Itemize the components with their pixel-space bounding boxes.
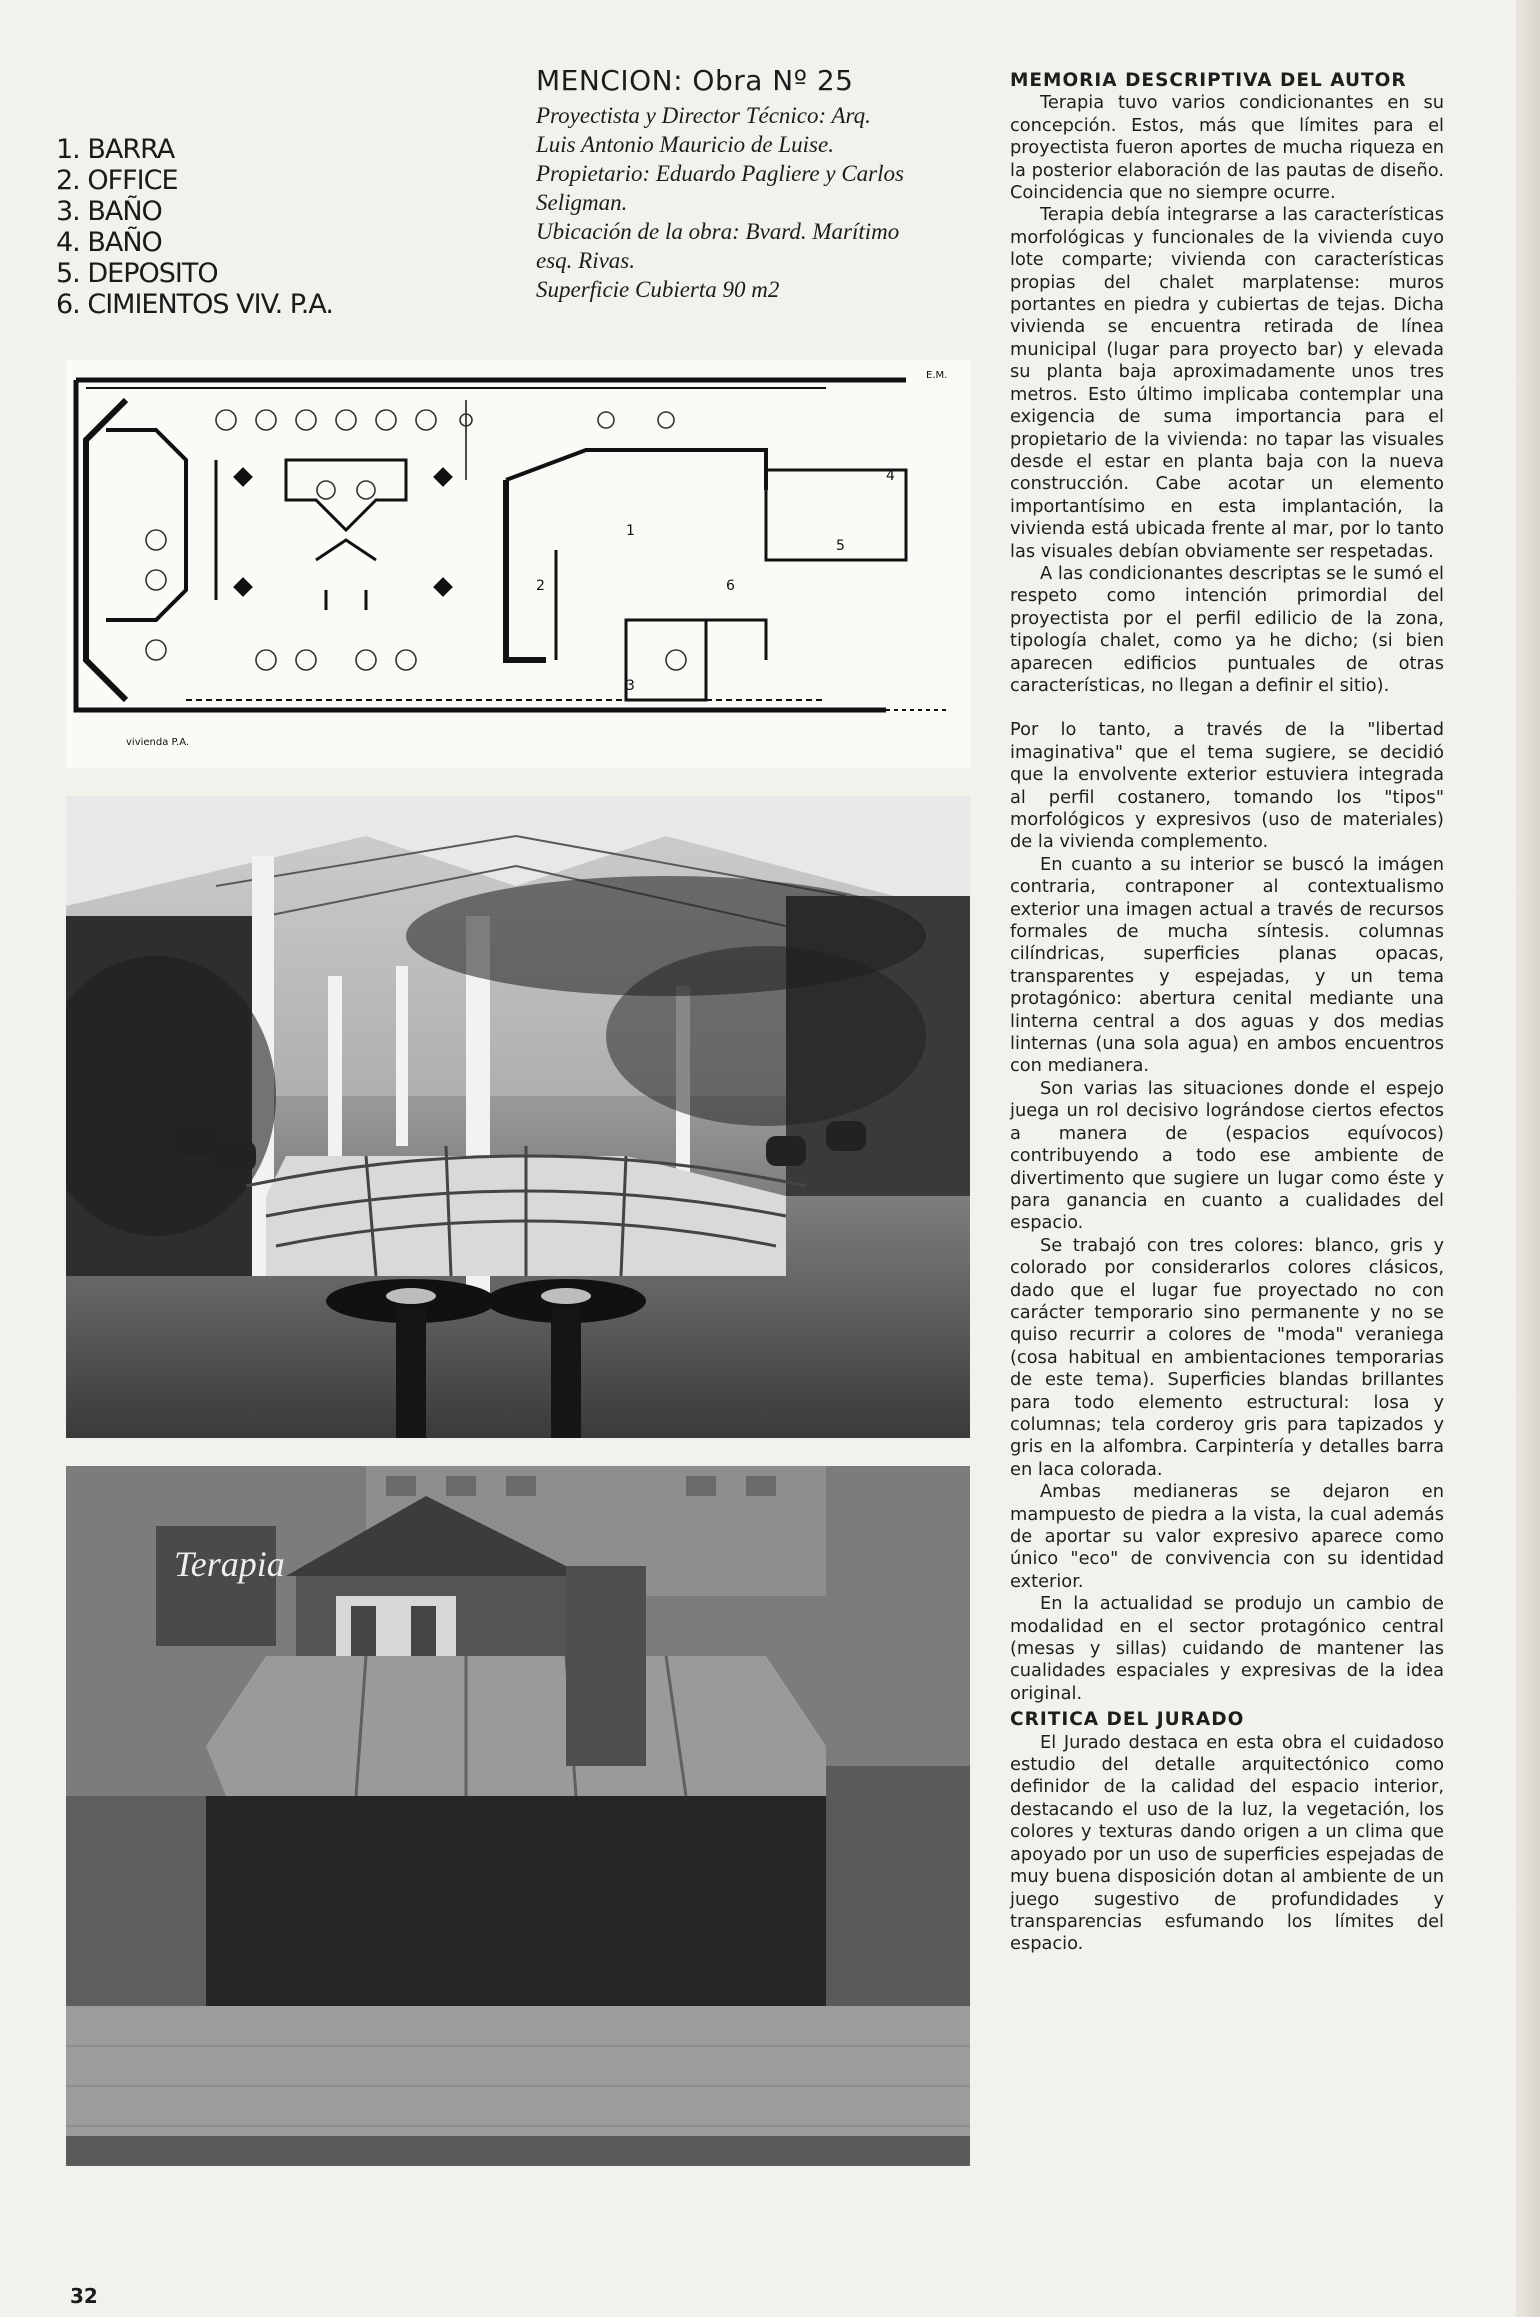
project-header (536, 64, 976, 304)
plan-label: 3 (626, 678, 635, 694)
paragraph: En cuanto a su interior se buscó la imágen contraria, contraponer al contextualismo exterior una imagen actual a través de recursos formales de mucha síntesis. columnas cilíndricas, superficies planas opacas, transparentes y espejadas, y un tema protagónico: abertura cenital mediante una linterna central a dos aguas y dos medias linternas (una sola agua) en ambos encuentros con medianera. (1010, 853, 1444, 1077)
plan-label: 4 (886, 468, 895, 484)
plan-label: 6 (726, 578, 735, 594)
plan-label: vivienda P.A. (126, 737, 190, 748)
award-title: MENCION: Obra Nº 25 (536, 64, 854, 97)
page-edge (1516, 0, 1540, 2317)
text-column (1010, 70, 1444, 1956)
exterior-photo (66, 1466, 970, 2166)
plan-label: 2 (536, 578, 545, 594)
legend-item: 4. BAÑO (56, 227, 162, 258)
paragraph: Ambas medianeras se dejaron en mampuesto de piedra a la vista, la cual además de aportar su valor expresivo aparece como único "eco" de convivencia con su identidad exterior. (1010, 1481, 1444, 1592)
credit-line: Proyectista y Director Técnico: Arq. (536, 103, 871, 128)
interior-photo-image (66, 796, 970, 1438)
plan-legend (56, 134, 356, 320)
plan-label: 1 (626, 523, 635, 539)
plan-label: E.M. (926, 370, 948, 381)
memoria-heading: MEMORIA DESCRIPTIVA DEL AUTOR (1010, 70, 1407, 91)
interior-photo (66, 796, 970, 1438)
paragraph: Se trabajó con tres colores: blanco, gris y colorado por considerarlos colores clásicos, dado que el lugar fue proyectado no con carácter temporario sino permanente y no se quiso recurrir a colores de "moda" veraniega (cosa habitual en ambientaciones temporarias de este tema). Superficies blandas brillantes para todo elemento estructural: losa y columnas; tela corderoy gris para tapizados y gris en la alfombra. Carpintería y detalles barra en laca colorada. (1010, 1234, 1444, 1480)
paragraph: En la actualidad se produjo un cambio de modalidad en el sector protagónico central (mesas y sillas) cuidando de mantener las cualidades espaciales y expresivas de la idea original. (1010, 1593, 1444, 1704)
credit-line: Superficie Cubierta 90 m2 (536, 277, 780, 302)
credit-line: Ubicación de la obra: Bvard. Marítimo (536, 219, 900, 244)
floor-plan-svg (66, 360, 970, 768)
critica-heading: CRITICA DEL JURADO (1010, 1709, 1245, 1731)
credit-line: Propietario: Eduardo Pagliere y Carlos (536, 161, 904, 186)
svg-text:Terapia: Terapia (174, 1544, 285, 1584)
paragraph: El Jurado destaca en esta obra el cuidadoso estudio del detalle arquitectónico como definidor de la calidad del espacio interior, destacando el uso de la luz, la vegetación, los colores y texturas dando origen a un clima que apoyado por un uso de superficies espejadas de muy buena disposición dotan al ambiente de un juego sugestivo de profundidades y transparencias esfumando los límites del espacio. (1010, 1731, 1444, 1955)
exterior-photo-image (66, 1466, 970, 2166)
legend-item: 6. CIMIENTOS VIV. P.A. (56, 289, 333, 320)
credit-line: esq. Rivas. (536, 248, 636, 273)
credit-line: Seligman. (536, 190, 628, 215)
paragraph: Terapia debía integrarse a las características morfológicas y funcionales de la vivienda cuyo lote comparte; vivienda con características propias del chalet marplatense: muros portantes en piedra y cubiertas de tejas. Dicha vivienda se encuentra retirada de línea municipal (lugar para proyecto bar) y elevada su planta baja aproximadamente unos tres metros. Esto último implicaba contemplar una exigencia de suma importancia para el propietario de la vivienda: no tapar las visuales desde el estar en planta baja con la nueva construcción. Cabe acotar un elemento importantísimo en esta implantación, la vivienda está ubicada frente al mar, por lo tanto las visuales debían obviamente ser respetadas. (1010, 204, 1444, 562)
legend-item: 5. DEPOSITO (56, 258, 218, 289)
paragraph: Terapia tuvo varios condicionantes en su concepción. Estos, más que límites para el proyectista fueron aportes de mucha riqueza en la posterior elaboración de las pautas de diseño. Coincidencia que no siempre ocurre. (1010, 92, 1444, 204)
paragraph: Son varias las situaciones donde el espejo juega un rol decisivo lográndose ciertos efectos a manera de (espacios equívocos) contribuyendo a todo ese ambiente de divertimento que sugiere un lugar como éste y para ganancia en cuanto a cualidades del espacio. (1010, 1077, 1444, 1234)
plan-label: 5 (836, 538, 845, 554)
paragraph-gap (1010, 697, 1444, 719)
page-number: 32 (70, 2284, 98, 2308)
legend-item: 3. BAÑO (56, 196, 162, 227)
legend-item: 1. BARRA (56, 134, 175, 165)
credit-line: Luis Antonio Mauricio de Luise. (536, 132, 834, 157)
paragraph: A las condicionantes descriptas se le sumó el respeto como intención primordial del proyectista por el perfil edilicio de la zona, tipología chalet, como ya he dicho; (si bien aparecen edificios puntuales de otras características, no llegan a definir el sitio). (1010, 562, 1444, 696)
paragraph: Por lo tanto, a través de la "libertad imaginativa" que el tema sugiere, se decidió que la envolvente exterior estuviera integrada al perfil costanero, tomando los "tipos" morfológicos y expresivos (uso de materiales) de la vivienda complemento. (1010, 719, 1444, 853)
floor-plan-drawing (66, 360, 970, 768)
legend-item: 2. OFFICE (56, 165, 178, 196)
